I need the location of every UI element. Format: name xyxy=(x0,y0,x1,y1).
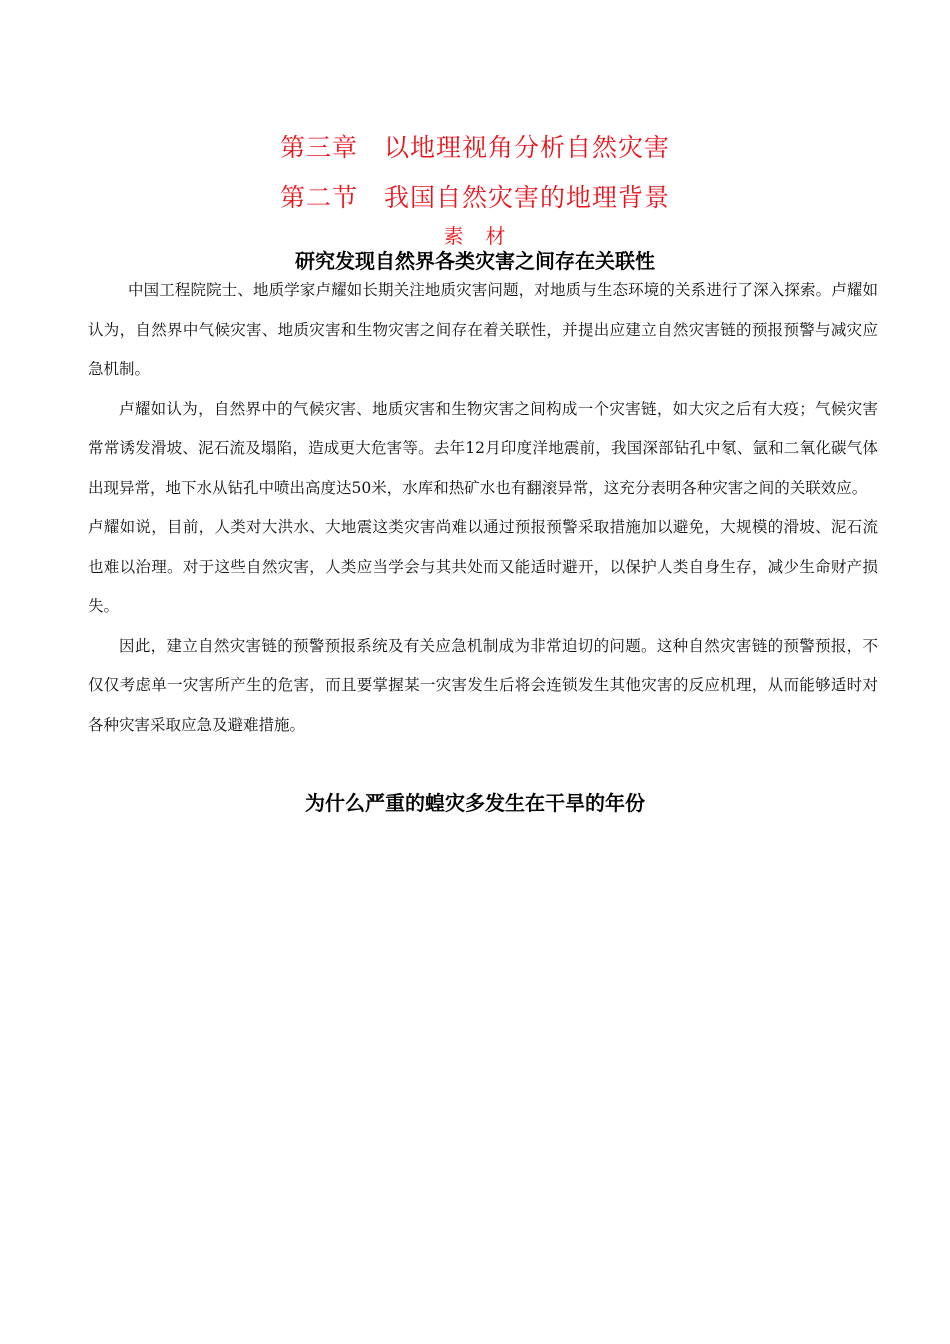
material-label: 素 材 xyxy=(443,224,507,248)
paragraph: 因此，建立自然灾害链的预警预报系统及有关应急机制成为非常迫切的问题。这种自然灾害链的预警预报，不仅仅考虑单一灾害所产生的危害，而且要掌握某一灾害发生后将会连锁发生其他灾害的反应机理，从而能够适时对各种灾害采取应急及避难措施。 xyxy=(88,636,878,734)
chapter-title: 第三章 以地理视角分析自然灾害 xyxy=(279,133,670,162)
paragraph: 中国工程院院士、地质学家卢耀如长期关注地质灾害问题，对地质与生态环境的关系进行了深入探索。卢耀如认为，自然界中气候灾害、地质灾害和生物灾害之间存在着关联性，并提出应建立自然灾害链的预报预警与减灾应急机制。 xyxy=(88,281,878,378)
article-body xyxy=(88,271,878,745)
section-title: 第二节 我国自然灾害的地理背景 xyxy=(279,183,670,212)
paragraph: 卢耀如认为，自然界中的气候灾害、地质灾害和生物灾害之间构成一个灾害链，如大灾之后有大疫；气候灾害常常诱发滑坡、泥石流及塌陷，造成更大危害等。去年12月印度洋地震前，我国深部钻孔中氡、氩和二氧化碳气体出现异常，地下水从钻孔中喷出高度达50米，水库和热矿水也有翻滚异常，这充分表明各种灾害之间的关联效应。 xyxy=(88,399,878,497)
article-title: 研究发现自然界各类灾害之间存在关联性 xyxy=(295,249,655,273)
second-article-title: 为什么严重的蝗灾多发生在干旱的年份 xyxy=(305,791,645,815)
paragraph: 卢耀如说，目前，人类对大洪水、大地震这类灾害尚难以通过预报预警采取措施加以避免，大规模的滑坡、泥石流也难以治理。对于这些自然灾害，人类应当学会与其共处而又能适时避开，以保护人类自身生存，减少生命财产损失。 xyxy=(88,518,878,615)
